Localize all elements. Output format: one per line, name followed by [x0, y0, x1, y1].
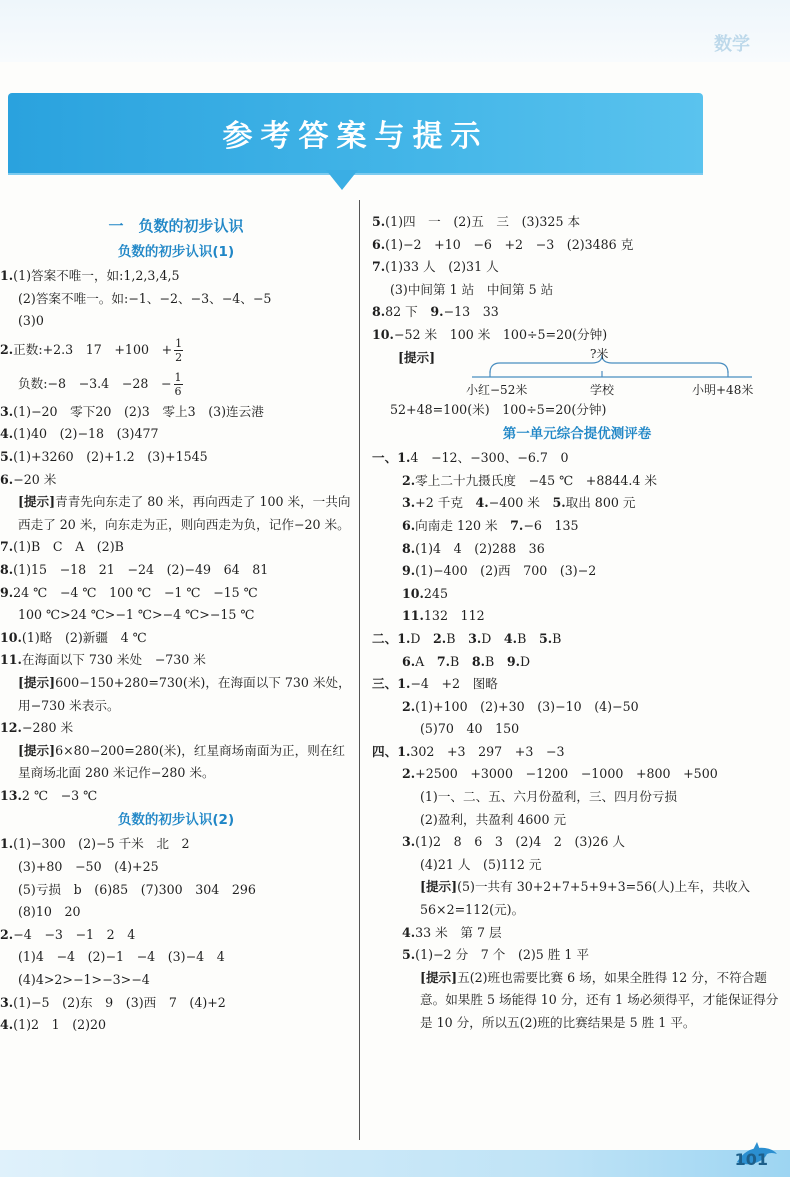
part2-1-5: 二、1.D 2.B 3.D 4.B 5.B [372, 630, 562, 646]
part4-2b: (1)一、二、五、六月份盈利，三、四月份亏损 [420, 789, 678, 805]
hint-12: [提示]6×80−200=280(米)，红星商场南面为正，则在红星商场北面 280 米记作−280 米。 [18, 742, 346, 781]
diagram-left-label: 小红−52米 [466, 382, 528, 397]
page-title: 参考答案与提示 [222, 119, 489, 154]
diagram-top-label: ?米 [590, 346, 609, 361]
answer-3: 3.(1)−20 零下20 (2)3 零上3 (3)连云港 [0, 403, 264, 419]
title-banner [8, 93, 703, 173]
answer-9b: 100 ℃>24 ℃>−1 ℃>−4 ℃>−15 ℃ [18, 607, 255, 623]
answer-1: 1.(1)答案不唯一，如:1,2,3,4,5 [0, 268, 180, 283]
subsection-title-1: 负数的初步认识(1) [117, 244, 235, 260]
answer-10: 10.(1)略 (2)新疆 4 ℃ [0, 629, 147, 645]
part1-11: 11.132 112 [402, 608, 485, 624]
hint-4-3: [提示](5)一共有 30+2+7+5+9+3=56(人)上车，共收入 56×2=112(元)。 [420, 879, 751, 918]
answer-6: 6.−20 米 [0, 471, 57, 487]
answer-r7: 7.(1)33 人 (2)31 人 [372, 259, 499, 275]
part4-2: 2.+2500 +3000 −1200 −1000 +800 +500 [402, 766, 718, 782]
answer-2b: 负数:−8 −3.4 −28 − $\frac{1}{6}$ [18, 370, 182, 398]
hint-6: [提示]青青先向东走了 80 米，再向西走了 100 米，一共向西走了 20 米，向东走为正，则向西走为负，记作−20 米。 [18, 494, 351, 532]
answer-8: 8.(1)15 −18 21 −24 (2)−49 64 81 [0, 561, 269, 577]
section-title: 一 负数的初步认识 [108, 217, 244, 235]
part4-3: 3.(1)2 8 6 3 (2)4 2 (3)26 人 [402, 834, 625, 850]
part1-2: 2.零上二十九摄氏度 −45 ℃ +8844.4 米 [402, 472, 657, 488]
hint-11: [提示]600−150+280=730(米)，在海面以下 730 米处，用−730 米表示。 [18, 674, 351, 713]
answer-2-2c: (4)4>2>−1>−3>−4 [18, 972, 150, 988]
hint-label-r10: [提示] [398, 349, 436, 365]
answer-r7b: (3)中间第 1 站 中间第 5 站 [390, 281, 554, 297]
part1-6-7: 6.向南走 120 米 7.−6 135 [402, 517, 579, 533]
part3-1: 三、1.−4 +2 图略 [372, 676, 498, 692]
subsection-title-2: 负数的初步认识(2) [117, 812, 235, 829]
top-faint-text: 数学 [714, 34, 750, 55]
page-number: 101 [734, 1150, 768, 1169]
part4-5: 5.(1)−2 分 7 个 (2)5 胜 1 平 [402, 947, 590, 963]
fraction: $\frac{1}{6}$ [174, 370, 182, 398]
banner-pointer [326, 170, 358, 190]
answer-9: 9.24 ℃ −4 ℃ 100 ℃ −1 ℃ −15 ℃ [0, 584, 258, 600]
answer-r10-calc: 52+48=100(米) 100÷5=20(分钟) [390, 401, 607, 417]
fraction: $\frac{1}{2}$ [175, 336, 183, 364]
answer-5: 5.(1)+3260 (2)+1.2 (3)+1545 [0, 448, 208, 464]
answer-r6: 6.(1)−2 +10 −6 +2 −3 (2)3486 克 [372, 236, 634, 252]
answer-r8-9: 8.82 下 9.−13 33 [372, 304, 499, 320]
part1-10: 10.245 [402, 585, 448, 601]
answer-1b: (2)答案不唯一。如:−1、−2、−3、−4、−5 [18, 290, 272, 306]
answer-r10: 10.−52 米 100 米 100÷5=20(分钟) [372, 326, 608, 342]
part2-6-9: 6.A 7.B 8.B 9.D [402, 653, 531, 669]
answer-2-1c: (5)亏损 b (6)85 (7)300 304 296 [18, 881, 256, 897]
answer-7: 7.(1)B C A (2)B [0, 539, 124, 555]
part1-1: 一、1.4 −12、−300、−6.7 0 [372, 450, 569, 466]
answer-2-1b: (3)+80 −50 (4)+25 [18, 859, 159, 875]
part4-3b: (4)21 人 (5)112 元 [420, 856, 542, 872]
left-column [0, 213, 352, 1037]
part4-2c: (2)盈利，共盈利 4600 元 [420, 811, 567, 827]
part3-2b: (5)70 40 150 [420, 721, 520, 737]
top-band [0, 0, 790, 62]
answer-11: 11.在海面以下 730 米处 −730 米 [0, 652, 206, 668]
part1-8: 8.(1)4 4 (2)288 36 [402, 540, 545, 556]
diagram-right-label: 小明+48米 [692, 382, 754, 397]
answer-4: 4.(1)40 (2)−18 (3)477 [0, 426, 159, 442]
answer-2-2: 2.−4 −3 −1 2 4 [0, 926, 136, 942]
part1-9: 9.(1)−400 (2)西 700 (3)−2 [402, 563, 597, 579]
part4-4: 4.33 米 第 7 层 [402, 924, 502, 940]
diagram-mid-label: 学校 [590, 382, 615, 397]
part3-2: 2.(1)+100 (2)+30 (3)−10 (4)−50 [402, 698, 639, 714]
answer-2-4: 4.(1)2 1 (2)20 [0, 1017, 107, 1033]
answer-2-3: 3.(1)−5 (2)东 9 (3)西 7 (4)+2 [0, 994, 226, 1010]
answer-1c: (3)0 [18, 313, 44, 329]
answer-2: 2.正数:+2.3 17 +100 + $\frac{1}{2}$ [0, 336, 183, 364]
line-diagram [382, 347, 782, 399]
bottom-band [0, 1150, 790, 1177]
answer-13: 13.2 ℃ −3 ℃ [0, 787, 98, 803]
hint-4-5: [提示]五(2)班也需要比赛 6 场，如果全胜得 12 分，不符合题意。如果胜 5 场能得 10 分，还有 1 场必须得平，才能保证得分是 10 分，所以五(2)班的比赛结果是 5 胜 1 平。 [420, 969, 779, 1030]
answer-r5: 5.(1)四 一 (2)五 三 (3)325 本 [372, 214, 581, 229]
unit-test-title: 第一单元综合提优测评卷 [502, 426, 652, 443]
answer-2-1d: (8)10 20 [18, 904, 81, 920]
answer-2-2b: (1)4 −4 (2)−1 −4 (3)−4 4 [18, 949, 225, 965]
column-divider [359, 200, 360, 1140]
part1-3-5: 3.+2 千克 4.−400 米 5.取出 800 元 [402, 495, 636, 511]
part4-1: 四、1.302 +3 297 +3 −3 [372, 743, 565, 759]
answer-2-1: 1.(1)−300 (2)−5 千米 北 2 [0, 836, 190, 852]
answer-12: 12.−280 米 [0, 720, 74, 736]
right-column [372, 211, 782, 1035]
